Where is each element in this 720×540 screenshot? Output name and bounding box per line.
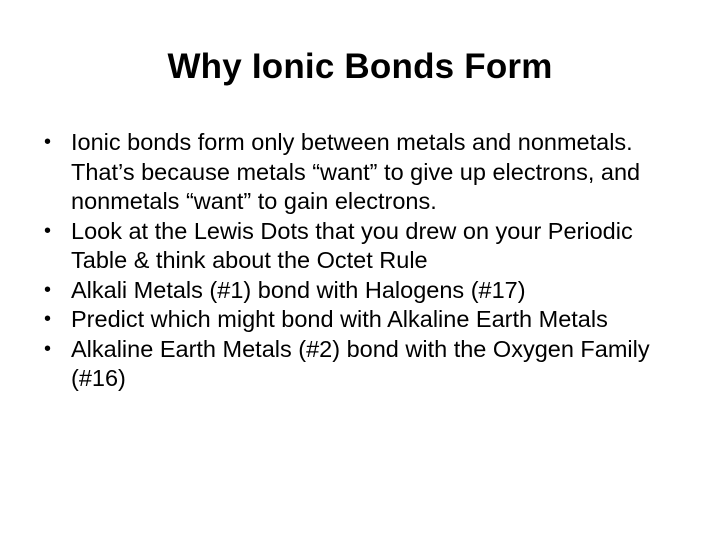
bullet-item <box>44 276 684 306</box>
bullet-marker: • <box>44 278 52 301</box>
bullet-item <box>44 217 684 276</box>
bullet-text: Predict which might bond with Alkaline Earth Metals <box>71 306 608 332</box>
bullet-marker: • <box>44 131 52 153</box>
bullet-item <box>44 305 684 335</box>
bullet-marker: • <box>44 219 52 242</box>
bullet-list <box>44 128 684 394</box>
bullet-item <box>44 128 684 217</box>
slide-title: Why Ionic Bonds Form <box>167 47 553 86</box>
bullet-marker: • <box>44 308 52 330</box>
bullet-text: Look at the Lewis Dots that you drew on your Periodic Table & think about the Octet Rule <box>71 217 633 273</box>
bullet-text: Ionic bonds form only between metals and nonmetals. That’s because metals “want” to give up electrons, and nonmetals “want” to gain electrons. <box>71 129 641 214</box>
bullet-text: Alkali Metals (#1) bond with Halogens (#17) <box>71 276 526 303</box>
bullet-item <box>44 335 684 394</box>
bullet-marker: • <box>44 337 52 360</box>
bullet-text: Alkaline Earth Metals (#2) bond with the Oxygen Family (#16) <box>71 335 650 391</box>
